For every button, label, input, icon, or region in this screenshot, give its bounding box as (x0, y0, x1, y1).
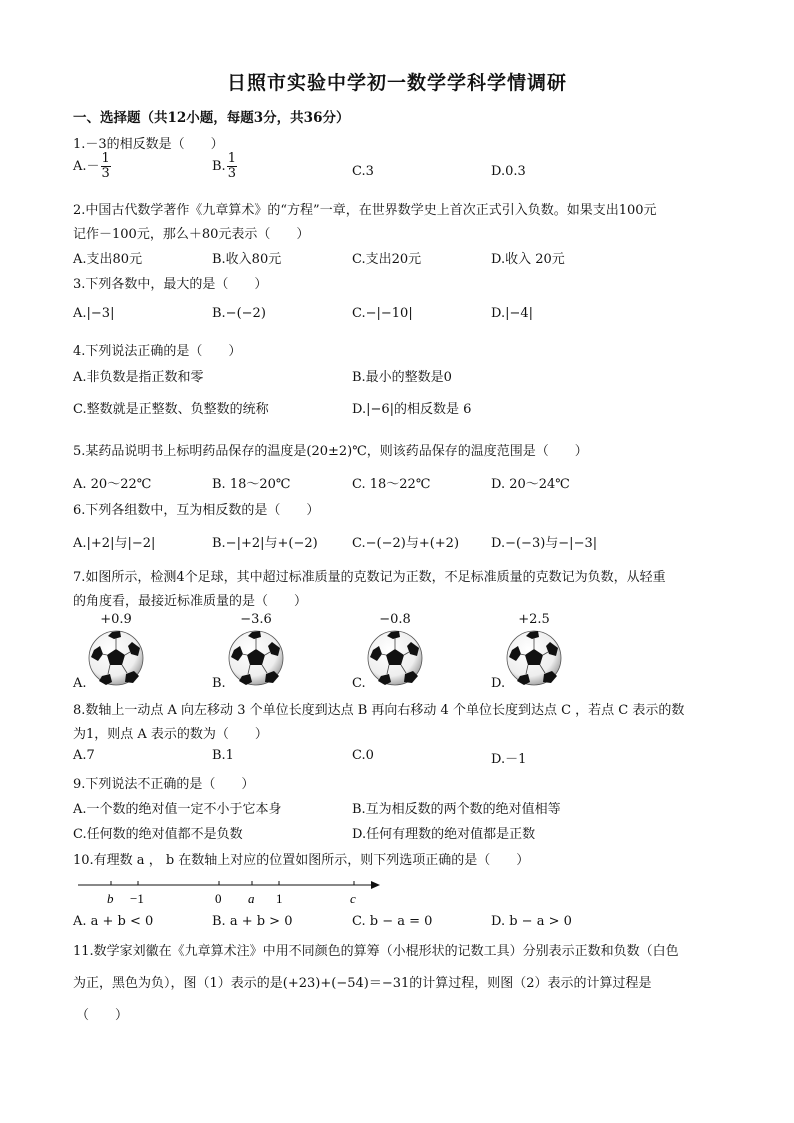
question-5-option-a: A. 20～22℃ (73, 477, 152, 492)
question-8-option-d: D.－1 (491, 752, 527, 767)
question-8-line-1: 8.数轴上一动点 A 向左移动 3 个单位长度到达点 B 再向右移动 4 个单位长度到达点 C ，若点 C 表示的数 (73, 703, 685, 718)
question-2-option-c: C.支出20元 (352, 252, 422, 267)
fraction-numerator: 1 (227, 151, 236, 166)
ball-a-value: +0.9 (100, 612, 132, 627)
question-10-option-b: B. a + b > 0 (212, 914, 293, 929)
question-10-stem: 10.有理数 a ， b 在数轴上对应的位置如图所示，则下列选项正确的是（ ） (73, 853, 530, 868)
question-4-option-b: B.最小的整数是0 (352, 370, 452, 385)
question-3-stem: 3.下列各数中，最大的是（ ） (73, 277, 268, 292)
fraction-numerator: 1 (101, 151, 110, 166)
question-3-option-b: B.−(−2) (212, 306, 266, 321)
question-8-option-a: A.7 (73, 748, 95, 763)
question-2-option-a: A.支出80元 (73, 252, 143, 267)
question-1-option-c: C.3 (352, 164, 374, 179)
question-1-option-a (73, 152, 111, 181)
axis-label-one: 1 (276, 891, 283, 906)
axis-label-b: b (107, 891, 114, 906)
question-3-option-c: C.−|−10| (352, 306, 413, 321)
soccer-ball-icon (88, 630, 144, 686)
question-11-line-2: 为正，黑色为负），图（1）表示的是(+23)+(−54)＝−31的计算过程，则图（2）表示的计算过程是 (73, 976, 652, 991)
question-9-stem: 9.下列说法不正确的是（ ） (73, 777, 255, 792)
question-1-stem: 1.－3的相反数是（ ） (73, 137, 224, 152)
question-2-option-d: D.收入 20元 (491, 252, 565, 267)
soccer-ball-icon (506, 630, 562, 686)
ball-b-value: −3.6 (240, 612, 272, 627)
question-10-option-a: A. a + b < 0 (73, 914, 154, 929)
question-6-option-c: C.−(−2)与+(+2) (352, 536, 460, 551)
question-11-line-3: （ ） (76, 1008, 129, 1023)
question-6-option-a: A.|+2|与|−2| (73, 536, 156, 551)
ball-a-label: A. (73, 676, 87, 691)
question-6-option-b: B.−|+2|与+(−2) (212, 536, 318, 551)
soccer-ball-icon (367, 630, 423, 686)
question-6-stem: 6.下列各组数中，互为相反数的是（ ） (73, 503, 320, 518)
question-3-option-a: A.|−3| (73, 306, 115, 321)
ball-d-value: +2.5 (518, 612, 550, 627)
question-7-line-1: 7.如图所示，检测4个足球，其中超过标准质量的克数记为正数，不足标准质量的克数记为负数，从轻重 (73, 570, 666, 585)
ball-d-label: D. (491, 676, 506, 691)
question-5-option-b: B. 18～20℃ (212, 477, 291, 492)
ball-c-value: −0.8 (379, 612, 411, 627)
question-10-option-c: C. b − a = 0 (352, 914, 433, 929)
question-1-option-b (212, 152, 237, 181)
question-2-line-1: 2.中国古代数学著作《九章算术》的“方程”一章，在世界数学史上首次正式引入负数。如果支出100元 (73, 203, 657, 218)
question-8-option-b: B.1 (212, 748, 234, 763)
section-heading: 一、选择题（共12小题，每题3分，共36分） (73, 110, 350, 126)
axis-label-zero: 0 (215, 891, 222, 906)
question-11-line-1: 11.数学家刘徽在《九章算术注》中用不同颜色的算筹（小棍形状的记数工具）分别表示正数和负数（白色 (73, 944, 679, 959)
axis-label-c: c (350, 891, 356, 906)
page-title: 日照市实验中学初一数学学科学情调研 (226, 72, 567, 94)
question-8-line-2: 为1，则点 A 表示的数为（ ） (73, 727, 268, 742)
fraction-denominator: 3 (227, 166, 236, 181)
question-1-option-d: D.0.3 (491, 164, 526, 179)
question-10-option-d: D. b − a > 0 (491, 914, 572, 929)
fraction-denominator: 3 (101, 166, 110, 181)
question-5-option-d: D. 20～24℃ (491, 477, 570, 492)
question-8-option-c: C.0 (352, 748, 374, 763)
question-5-stem: 5.某药品说明书上标明药品保存的温度是(20±2)℃，则该药品保存的温度范围是（ ） (73, 444, 588, 459)
axis-label-minus-one: −1 (130, 891, 144, 906)
question-5-option-c: C. 18～22℃ (352, 477, 431, 492)
axis-label-a: a (248, 891, 255, 906)
ball-b-label: B. (212, 676, 226, 691)
question-9-option-a: A.一个数的绝对值一定不小于它本身 (73, 802, 282, 817)
question-7-line-2: 的角度看，最接近标准质量的是（ ） (73, 594, 308, 609)
question-4-option-d: D.|−6|的相反数是 6 (352, 402, 472, 417)
question-6-option-d: D.−(−3)与−|−3| (491, 536, 598, 551)
fraction (227, 152, 237, 181)
question-4-option-a: A.非负数是指正数和零 (73, 370, 204, 385)
soccer-ball-icon (228, 630, 284, 686)
question-9-option-d: D.任何有理数的绝对值都是正数 (352, 827, 536, 842)
question-3-option-d: D.|−4| (491, 306, 534, 321)
question-9-option-c: C.任何数的绝对值都不是负数 (73, 827, 243, 842)
option-b-prefix: B. (212, 159, 226, 174)
question-2-line-2: 记作－100元，那么＋80元表示（ ） (73, 227, 310, 242)
question-9-option-b: B.互为相反数的两个数的绝对值相等 (352, 802, 561, 817)
fraction (101, 152, 111, 181)
question-4-stem: 4.下列说法正确的是（ ） (73, 344, 242, 359)
question-2-option-b: B.收入80元 (212, 252, 282, 267)
number-line (70, 872, 390, 908)
ball-c-label: C. (352, 676, 366, 691)
option-a-prefix: A.－ (73, 159, 100, 174)
question-4-option-c: C.整数就是正整数、负整数的统称 (73, 402, 269, 417)
